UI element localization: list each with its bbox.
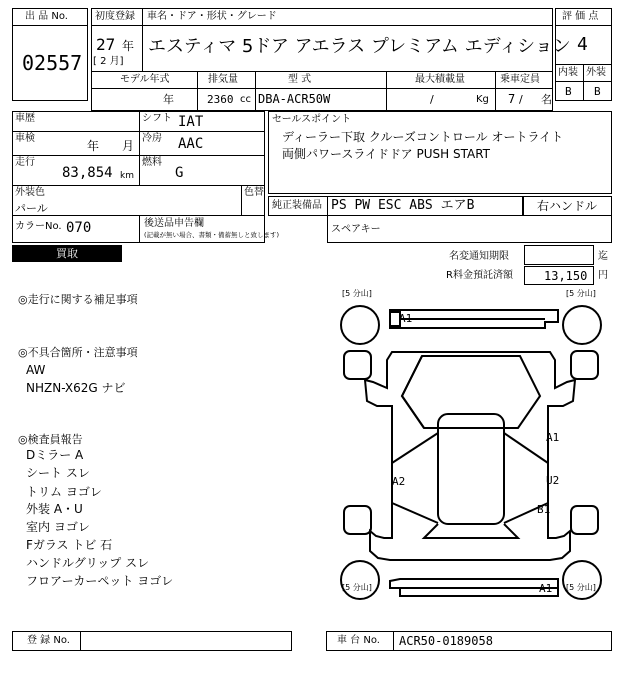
damage-mark-b1: B1 bbox=[537, 503, 551, 516]
driving-header: ◎走行に関する補足事項 bbox=[18, 293, 138, 306]
shift: IAT bbox=[178, 114, 204, 130]
tire-front-right bbox=[563, 306, 601, 344]
model-year-label: モデル年式 bbox=[120, 74, 170, 85]
shift-label: シフト bbox=[142, 113, 172, 124]
exterior-label: 外装 bbox=[586, 67, 606, 78]
steering: 右ハンドル bbox=[537, 199, 598, 213]
lot-number: 02557 bbox=[22, 51, 83, 75]
reg-no-label: 登 録 No. bbox=[27, 635, 70, 646]
inspection-year: 年 bbox=[87, 139, 100, 153]
recycle-label: R料金預託済額 bbox=[446, 270, 513, 281]
reg-month: [ 2 月] bbox=[93, 56, 124, 67]
tire-side-rear-left bbox=[344, 506, 371, 534]
inspector-item: Dミラー A bbox=[26, 448, 84, 462]
damage-mark-bottom-a1: A1 bbox=[539, 582, 553, 595]
model-code: DBA-ACR50W bbox=[258, 92, 331, 106]
chassis-no: ACR50-0189058 bbox=[399, 634, 493, 648]
damage-mark-a2: A2 bbox=[392, 475, 406, 488]
tire-tag-top-right: [5 分山] bbox=[566, 289, 596, 298]
interior-grade: B bbox=[565, 85, 572, 98]
side-view-bottom bbox=[390, 579, 558, 596]
grade-label: 評 価 点 bbox=[562, 11, 599, 22]
max-load-unit: Kg bbox=[476, 94, 489, 105]
name-label: 車名・ドア・形状・グレード bbox=[147, 11, 277, 22]
capacity-sep: / bbox=[519, 93, 523, 106]
car-body-outline bbox=[365, 352, 575, 560]
spare-key: スペアキー bbox=[331, 224, 381, 235]
inspector-header: ◎検査員報告 bbox=[18, 433, 83, 446]
reg-year: 27 bbox=[96, 35, 116, 54]
displacement-label: 排気量 bbox=[208, 74, 238, 85]
name-change-box bbox=[524, 245, 594, 265]
tire-rear-left bbox=[341, 561, 379, 599]
interior-label: 内装 bbox=[558, 67, 578, 78]
car-name: エスティマ 5ドア アエラス プレミアム エディション bbox=[148, 36, 571, 57]
defect-item: AW bbox=[26, 363, 46, 377]
recycle-amount: 13,150 bbox=[544, 269, 588, 283]
capacity-unit: 名 bbox=[541, 93, 552, 106]
chassis-label: 車 台 No. bbox=[337, 635, 380, 646]
recycle-unit: 円 bbox=[598, 270, 608, 281]
defect-header: ◎不具合箇所・注意事項 bbox=[18, 346, 138, 359]
purchase-badge: 買取 bbox=[12, 245, 122, 262]
inspector-item: ハンドルグリップ スレ bbox=[26, 556, 150, 570]
tire-tag-top-left: [5 分山] bbox=[342, 289, 372, 298]
name-change-suffix: 迄 bbox=[598, 251, 608, 262]
sales-point-2: 両側パワースライドドア PUSH START bbox=[282, 147, 490, 161]
aftermarket-note: (記載が無い場合、書類・備蓄無しと致します) bbox=[144, 231, 280, 239]
tire-side-front-left bbox=[344, 351, 371, 379]
inspector-item: 外装 A・U bbox=[26, 502, 83, 516]
damage-mark-u2: U2 bbox=[546, 474, 560, 487]
color-no: 070 bbox=[66, 220, 92, 236]
inspection-label: 車検 bbox=[15, 133, 35, 144]
repaint-label: 色替 bbox=[244, 187, 264, 198]
displacement: 2360 bbox=[207, 93, 234, 106]
ac-label: 冷房 bbox=[142, 133, 162, 144]
defect-item: NHZN-X62G ナビ bbox=[26, 381, 126, 395]
sales-point-1: ディーラー下取 クルーズコントロール オートライト bbox=[282, 130, 564, 144]
aftermarket-label: 後送品申告欄 bbox=[144, 218, 204, 229]
side-view-top bbox=[390, 310, 558, 328]
color-no-label: カラーNo. bbox=[15, 221, 62, 232]
equipment: PS PW ESC ABS エアB bbox=[331, 198, 475, 213]
lot-label: 出 品 No. bbox=[25, 11, 68, 22]
equipment-label: 純正装備品 bbox=[272, 200, 322, 211]
displacement-unit: cc bbox=[240, 94, 251, 105]
damage-mark-top-a1: A1 bbox=[399, 312, 413, 325]
max-load-sep: / bbox=[430, 93, 434, 106]
max-load-label: 最大積載量 bbox=[415, 74, 465, 85]
damage-mark-right-a1: A1 bbox=[546, 431, 560, 444]
model-year-suffix: 年 bbox=[163, 93, 174, 106]
tire-rear-right bbox=[563, 561, 601, 599]
grade-value: 4 bbox=[577, 34, 588, 55]
year-char: 年 bbox=[122, 39, 135, 53]
sales-points-label: セールスポイント bbox=[272, 114, 352, 125]
capacity: 7 bbox=[508, 92, 516, 106]
color-label: 外装色 bbox=[15, 187, 45, 198]
fuel-label: 燃料 bbox=[142, 157, 162, 168]
tire-front-left bbox=[341, 306, 379, 344]
inspection-month: 月 bbox=[122, 139, 135, 153]
fuel: G bbox=[175, 165, 184, 181]
inspector-item: シート スレ bbox=[26, 466, 90, 480]
model-label: 型 式 bbox=[288, 74, 312, 85]
inspector-item: トリム ヨゴレ bbox=[26, 485, 102, 499]
mileage-unit: km bbox=[120, 171, 134, 181]
inspector-item: フロアーカーペット ヨゴレ bbox=[26, 574, 174, 588]
exterior-grade: B bbox=[594, 85, 601, 98]
mileage-label: 走行 bbox=[15, 157, 35, 168]
reg-label: 初度登録 bbox=[95, 11, 135, 22]
inspector-item: 室内 ヨゴレ bbox=[26, 520, 90, 534]
color-value: パール bbox=[15, 202, 48, 215]
history-label: 車歴 bbox=[15, 113, 35, 124]
tire-side-front-right bbox=[571, 351, 598, 379]
tire-tag-bottom-left: [5 分山] bbox=[342, 583, 372, 592]
tire-side-rear-right bbox=[571, 506, 598, 534]
name-change-label: 名変通知期限 bbox=[449, 251, 509, 262]
tire-tag-bottom-right: [5 分山] bbox=[566, 583, 596, 592]
color-row bbox=[12, 185, 265, 216]
capacity-label: 乗車定員 bbox=[500, 74, 540, 85]
mileage: 83,854 bbox=[62, 165, 113, 181]
inspector-item: Fガラス トビ 石 bbox=[26, 538, 113, 552]
ac: AAC bbox=[178, 136, 204, 152]
car-damage-diagram bbox=[330, 288, 612, 604]
